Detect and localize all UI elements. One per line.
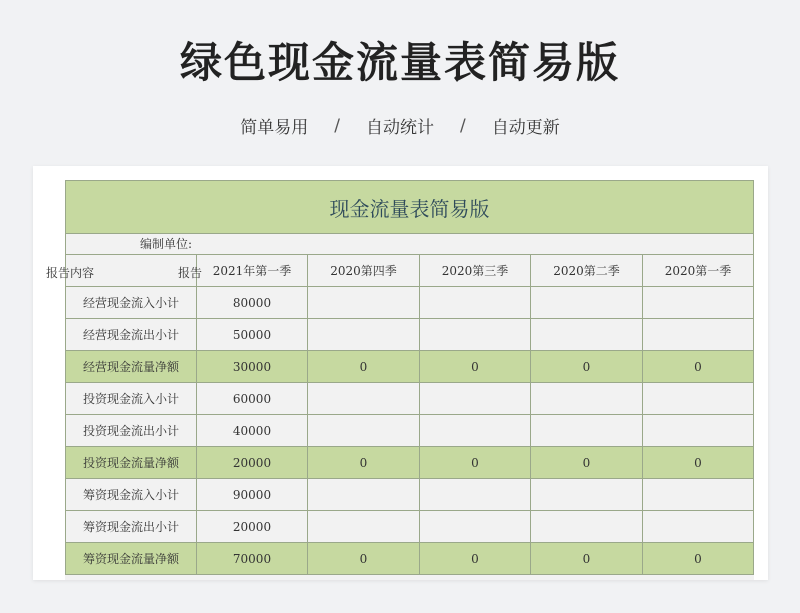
preview-card	[33, 166, 768, 580]
table-cell[interactable]: 0	[420, 351, 531, 383]
tagline	[0, 113, 800, 138]
table-row	[66, 447, 754, 479]
table-cell[interactable]: 50000	[197, 319, 308, 351]
table-cell[interactable]: 70000	[197, 543, 308, 575]
table-cell[interactable]: 20000	[197, 447, 308, 479]
table-row	[66, 351, 754, 383]
table-cell[interactable]	[531, 479, 643, 511]
table-cell[interactable]	[420, 415, 531, 447]
table-cell[interactable]: 0	[420, 447, 531, 479]
table-cell[interactable]	[643, 415, 754, 447]
row-label[interactable]: 筹资现金流量净额	[66, 543, 197, 575]
table-cell[interactable]	[643, 383, 754, 415]
column-header[interactable]: 2020第二季	[531, 255, 643, 287]
row-label[interactable]: 投资现金流入小计	[66, 383, 197, 415]
row-label[interactable]: 投资现金流量净额	[66, 447, 197, 479]
org-row[interactable]	[65, 233, 754, 255]
table-cell[interactable]	[643, 511, 754, 543]
table-cell[interactable]: 0	[420, 543, 531, 575]
table-row	[66, 543, 754, 575]
table-cell[interactable]	[643, 319, 754, 351]
table-cell[interactable]	[643, 479, 754, 511]
table-cell[interactable]	[308, 383, 420, 415]
table-row	[66, 319, 754, 351]
table-cell[interactable]: 0	[308, 543, 420, 575]
table-row	[66, 415, 754, 447]
row-label[interactable]: 经营现金流量净额	[66, 351, 197, 383]
table-cell[interactable]	[531, 287, 643, 319]
table-cell[interactable]: 60000	[197, 383, 308, 415]
table-cell[interactable]: 0	[531, 351, 643, 383]
table-cell[interactable]	[420, 287, 531, 319]
table-cell[interactable]	[531, 511, 643, 543]
table-cell[interactable]: 30000	[197, 351, 308, 383]
column-header[interactable]: 2021年第一季	[197, 255, 308, 287]
table-cell[interactable]: 0	[308, 351, 420, 383]
row-label[interactable]: 经营现金流出小计	[66, 319, 197, 351]
row-label[interactable]: 筹资现金流出小计	[66, 511, 197, 543]
table-cell[interactable]	[308, 479, 420, 511]
tag-auto-update: 自动更新	[491, 118, 560, 138]
sheet-title[interactable]: 现金流量表简易版	[65, 180, 754, 233]
tag-separator: /	[334, 115, 340, 136]
table-cell[interactable]	[308, 287, 420, 319]
column-header[interactable]: 2020第四季	[308, 255, 420, 287]
table-cell[interactable]	[420, 479, 531, 511]
table-cell[interactable]	[420, 511, 531, 543]
table-cell[interactable]	[308, 415, 420, 447]
column-header[interactable]: 2020第一季	[643, 255, 754, 287]
table-row	[66, 383, 754, 415]
page-title: 绿色现金流量表简易版	[179, 38, 620, 87]
tag-simple: 简单易用	[240, 118, 309, 138]
table-cell[interactable]: 40000	[197, 415, 308, 447]
table-cell[interactable]	[531, 319, 643, 351]
table-cell[interactable]	[420, 383, 531, 415]
table-row	[66, 511, 754, 543]
table-cell[interactable]: 0	[643, 447, 754, 479]
table-cell[interactable]	[308, 511, 420, 543]
tag-separator: /	[460, 115, 466, 136]
row-label[interactable]: 经营现金流入小计	[66, 287, 197, 319]
table-cell[interactable]	[420, 319, 531, 351]
table-cell[interactable]: 0	[308, 447, 420, 479]
table-cell[interactable]	[643, 287, 754, 319]
table-cell[interactable]: 90000	[197, 479, 308, 511]
table-cell[interactable]	[531, 415, 643, 447]
table-header-row	[66, 255, 754, 287]
corner-label-right: 报告	[178, 266, 203, 280]
table-cell[interactable]: 0	[643, 543, 754, 575]
cash-flow-table	[46, 254, 754, 575]
table-cell[interactable]: 80000	[197, 287, 308, 319]
table-cell[interactable]	[531, 383, 643, 415]
table-cell[interactable]: 0	[643, 351, 754, 383]
tag-auto-stats: 自动统计	[366, 118, 434, 138]
table-cell[interactable]: 20000	[197, 511, 308, 543]
corner-cell[interactable]	[46, 255, 203, 287]
row-label[interactable]: 投资现金流出小计	[66, 415, 197, 447]
corner-label-left: 报告内容	[46, 266, 95, 280]
org-label: 编制单位:	[140, 237, 193, 251]
spreadsheet	[46, 180, 754, 580]
column-header[interactable]: 2020第三季	[420, 255, 531, 287]
row-label[interactable]: 筹资现金流入小计	[66, 479, 197, 511]
table-cell[interactable]: 0	[531, 447, 643, 479]
table-row	[66, 479, 754, 511]
table-cell[interactable]	[308, 319, 420, 351]
table-cell[interactable]: 0	[531, 543, 643, 575]
table-row	[66, 287, 754, 319]
